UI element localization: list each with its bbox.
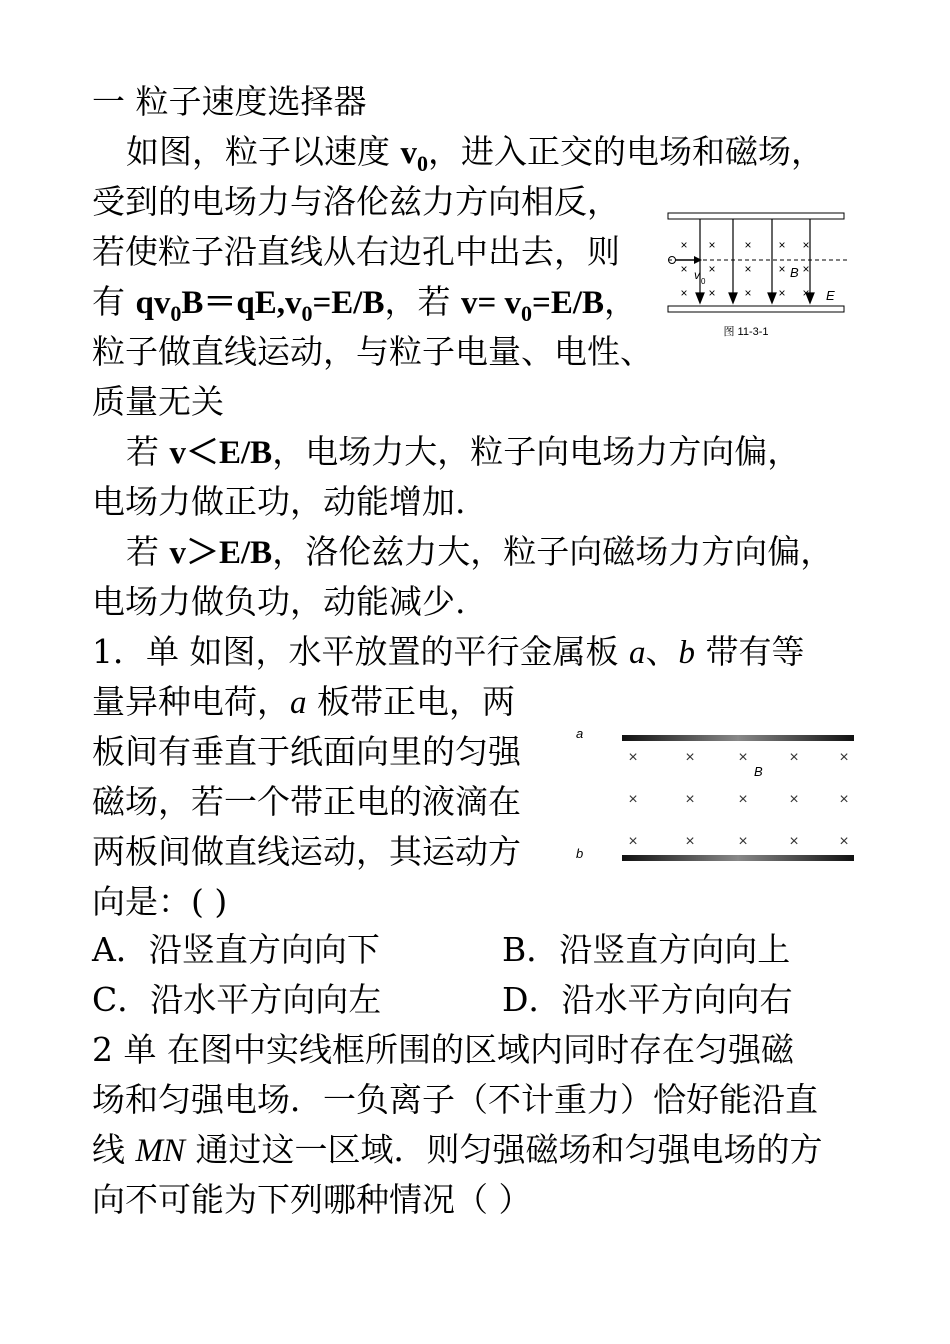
plate-a: [622, 735, 854, 741]
q1-line-3: 板间有垂直于纸面向里的匀强: [92, 732, 521, 771]
svg-text:×: ×: [685, 749, 695, 766]
q1-line-4: 磁场，若一个带正电的液滴在: [92, 782, 521, 821]
svg-text:×: ×: [744, 262, 752, 276]
svg-text:×: ×: [802, 286, 810, 300]
bottom-plate: [668, 306, 844, 312]
q1-line-5: 两板间做直线运动，其运动方: [92, 832, 521, 871]
svg-text:×: ×: [778, 262, 786, 276]
q1-option-b[interactable]: B．沿竖直方向向上: [502, 930, 791, 969]
svg-text:×: ×: [708, 238, 716, 252]
intro-line-5: 粒子做直线运动，与粒子电量、电性、: [92, 332, 653, 371]
svg-text:×: ×: [708, 262, 716, 276]
plate-b: [622, 855, 854, 861]
intro-line-2: 受到的电场力与洛伦兹力方向相反，: [92, 182, 620, 221]
svg-text:×: ×: [802, 262, 810, 276]
svg-text:×: ×: [778, 238, 786, 252]
svg-text:×: ×: [628, 833, 638, 850]
q1-line-1: 1．单 如图，水平放置的平行金属板 a、b 带有等: [92, 632, 805, 671]
svg-text:×: ×: [685, 791, 695, 808]
intro-line-3: 若使粒子沿直线从右边孔中出去，则: [92, 232, 620, 271]
svg-text:×: ×: [680, 238, 688, 252]
svg-text:×: ×: [802, 238, 810, 252]
figure-parallel-plates: [570, 722, 860, 867]
section-title: 一 粒子速度选择器: [92, 82, 367, 121]
top-plate: [668, 213, 844, 219]
svg-text:×: ×: [839, 749, 849, 766]
svg-text:×: ×: [744, 238, 752, 252]
q1-option-a[interactable]: A．沿竖直方向向下: [92, 930, 380, 969]
svg-text:×: ×: [680, 286, 688, 300]
svg-text:×: ×: [738, 791, 748, 808]
case-fast-line-1: 若 v＞E/B，洛伦兹力大，粒子向磁场力方向偏，: [126, 532, 834, 571]
q1-option-d[interactable]: D．沿水平方向向右: [502, 980, 793, 1019]
figure-caption: 图 11-3-1: [723, 326, 769, 338]
case-slow-line-2: 电场力做正功，动能增加.: [92, 482, 466, 521]
field-crosses: [628, 749, 848, 850]
case-fast-line-2: 电场力做负功，动能减少.: [92, 582, 466, 621]
intro-line-1: 如图，粒子以速度 $v_0$，进入正交的电场和磁场，: [126, 132, 824, 176]
svg-text:×: ×: [778, 286, 786, 300]
svg-text:×: ×: [789, 749, 799, 766]
svg-text:×: ×: [680, 262, 688, 276]
q1-option-c[interactable]: C．沿水平方向向左: [92, 980, 382, 1019]
svg-text:×: ×: [789, 791, 799, 808]
q2-line-1: 2 单 在图中实线框所围的区域内同时存在匀强磁: [92, 1030, 794, 1069]
field-label-b: B: [754, 764, 763, 779]
svg-text:×: ×: [839, 833, 849, 850]
case-slow-line-1: 若 v＜E/B，电场力大，粒子向电场力方向偏，: [126, 432, 801, 471]
plate-label-b: b: [576, 846, 584, 861]
label-b: B: [790, 265, 799, 280]
svg-text:×: ×: [628, 749, 638, 766]
figure-velocity-selector: [660, 205, 860, 345]
svg-text:×: ×: [628, 791, 638, 808]
label-v0: v: [694, 268, 700, 282]
svg-text:×: ×: [708, 286, 716, 300]
q2-line-3: 线 MN 通过这一区域．则匀强磁场和匀强电场的方: [92, 1130, 823, 1169]
q1-line-6: 向是：( ): [92, 882, 228, 921]
q2-line-4: 向不可能为下列哪种情况（ ）: [92, 1180, 532, 1219]
svg-text:×: ×: [685, 833, 695, 850]
svg-text:×: ×: [738, 833, 748, 850]
label-e: E: [826, 288, 835, 303]
svg-text:×: ×: [839, 791, 849, 808]
label-v0-sub: 0: [701, 277, 706, 286]
svg-text:×: ×: [789, 833, 799, 850]
plate-label-a: a: [576, 726, 584, 741]
q1-line-2: 量异种电荷，a 板带正电，两: [92, 682, 515, 721]
svg-text:×: ×: [744, 286, 752, 300]
intro-line-6: 质量无关: [92, 382, 224, 421]
q2-line-2: 场和匀强电场．一负离子（不计重力）恰好能沿直: [92, 1080, 818, 1119]
intro-line-4: 有 $qv_0B=qE,v_0=E/B$，若 $v= v_0=E/B$，: [92, 282, 638, 326]
svg-text:×: ×: [738, 749, 748, 766]
